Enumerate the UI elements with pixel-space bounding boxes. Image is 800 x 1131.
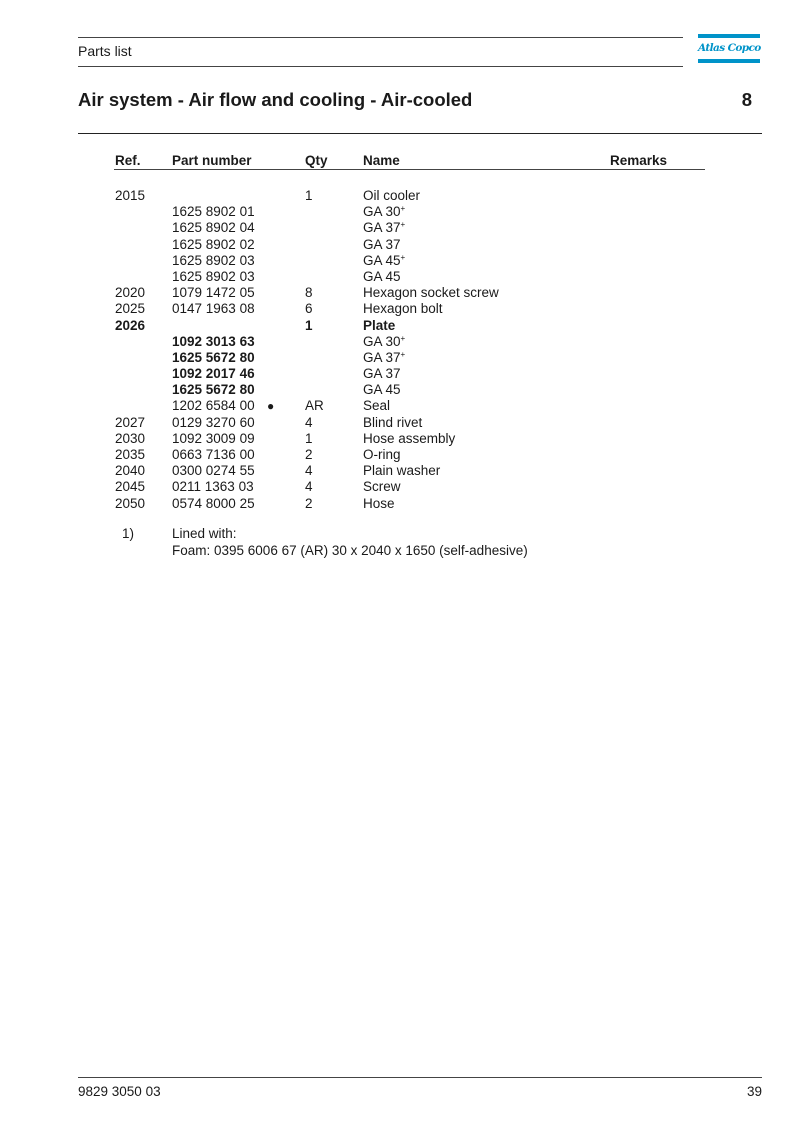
logo-text: Atlas Copco bbox=[698, 42, 761, 54]
cell-qty: AR bbox=[305, 398, 324, 414]
cell-part-number: 1625 5672 80 bbox=[172, 382, 255, 398]
footnote-line-1: Lined with: bbox=[172, 526, 237, 541]
cell-name: GA 37 bbox=[363, 236, 401, 252]
cell-qty: 4 bbox=[305, 463, 313, 479]
cell-qty: 1 bbox=[305, 317, 313, 333]
footnote-line-2: Foam: 0395 6006 67 (AR) 30 x 2040 x 1650 (self-adhesive) bbox=[172, 542, 528, 558]
table-row bbox=[0, 334, 800, 350]
document-number: 9829 3050 03 bbox=[78, 1084, 161, 1099]
column-header-qty: Qty bbox=[305, 153, 328, 168]
cell-part-number: 1092 3013 63 bbox=[172, 333, 255, 349]
cell-name: Seal bbox=[363, 398, 391, 414]
page-number: 39 bbox=[746, 1084, 762, 1099]
cell-ref: 2045 bbox=[115, 479, 146, 495]
cell-part-number: 1625 8902 02 bbox=[172, 236, 255, 252]
cell-name: O-ring bbox=[363, 447, 401, 462]
table-row bbox=[0, 496, 800, 512]
column-header-ref: Ref. bbox=[115, 153, 141, 168]
cell-qty: 4 bbox=[305, 414, 313, 430]
table-row bbox=[0, 318, 800, 334]
cell-ref: 2035 bbox=[115, 447, 146, 462]
table-row bbox=[0, 188, 800, 204]
column-header-rule bbox=[114, 169, 705, 170]
column-header-name: Name bbox=[363, 153, 400, 168]
cell-qty: 4 bbox=[305, 479, 313, 495]
cell-name: GA 45 bbox=[363, 268, 401, 284]
cell-name: Hexagon socket screw bbox=[363, 285, 499, 301]
cell-name-superscript: + bbox=[400, 252, 406, 262]
cell-name: GA 37 bbox=[363, 366, 401, 382]
cell-part-number: 1202 6584 00 bbox=[172, 398, 255, 414]
table-row bbox=[0, 301, 800, 317]
parts-table bbox=[0, 188, 800, 512]
cell-name: GA 30+ bbox=[363, 333, 406, 349]
cell-qty: 1 bbox=[305, 430, 313, 446]
cell-name: GA 30+ bbox=[363, 204, 406, 220]
column-header-remarks: Remarks bbox=[610, 153, 668, 168]
cell-name: Plate bbox=[363, 317, 396, 333]
cell-ref: 2027 bbox=[115, 414, 146, 430]
table-row bbox=[0, 479, 800, 495]
cell-marker: ● bbox=[267, 399, 275, 414]
column-header-part-number: Part number bbox=[172, 153, 252, 168]
chapter-number: 8 bbox=[741, 89, 752, 110]
table-row bbox=[0, 382, 800, 398]
cell-ref: 2025 bbox=[115, 301, 146, 317]
cell-name: Plain washer bbox=[363, 463, 441, 479]
cell-part-number: 1092 2017 46 bbox=[172, 366, 255, 382]
cell-qty: 6 bbox=[305, 301, 313, 317]
cell-ref: 2015 bbox=[115, 188, 146, 203]
cell-part-number: 1092 3009 09 bbox=[172, 430, 255, 446]
cell-part-number: 0211 1363 03 bbox=[172, 479, 254, 495]
cell-name: Screw bbox=[363, 479, 401, 495]
cell-part-number: 0574 8000 25 bbox=[172, 495, 255, 511]
cell-part-number: 0147 1963 08 bbox=[172, 301, 255, 317]
table-row bbox=[0, 237, 800, 253]
cell-name: Blind rivet bbox=[363, 414, 423, 430]
cell-name-superscript: + bbox=[400, 333, 406, 343]
table-row bbox=[0, 220, 800, 236]
table-row bbox=[0, 204, 800, 220]
cell-name-superscript: + bbox=[400, 204, 406, 214]
cell-name: Hose bbox=[363, 495, 395, 511]
cell-part-number: 0663 7136 00 bbox=[172, 447, 255, 462]
cell-qty: 8 bbox=[305, 285, 313, 301]
cell-part-number: 1079 1472 05 bbox=[172, 285, 255, 301]
cell-part-number: 1625 5672 80 bbox=[172, 349, 255, 365]
cell-ref: 2020 bbox=[115, 285, 146, 301]
cell-ref: 2026 bbox=[115, 317, 146, 333]
page-title: Air system - Air flow and cooling - Air-cooled bbox=[78, 89, 473, 110]
cell-name: GA 45 bbox=[363, 382, 401, 398]
table-row bbox=[0, 415, 800, 431]
table-row bbox=[0, 253, 800, 269]
table-row bbox=[0, 366, 800, 382]
cell-qty: 1 bbox=[305, 188, 313, 203]
cell-ref: 2040 bbox=[115, 463, 146, 479]
table-row bbox=[0, 269, 800, 285]
atlas-copco-logo bbox=[698, 34, 760, 66]
header-top-rule bbox=[78, 37, 683, 38]
table-row bbox=[0, 447, 800, 463]
table-row bbox=[0, 398, 800, 414]
cell-name: GA 37+ bbox=[363, 220, 406, 236]
cell-name: GA 37+ bbox=[363, 349, 406, 365]
cell-ref: 2030 bbox=[115, 430, 146, 446]
cell-name: Hexagon bolt bbox=[363, 301, 443, 317]
table-row bbox=[0, 285, 800, 301]
cell-part-number: 0129 3270 60 bbox=[172, 414, 255, 430]
cell-part-number: 1625 8902 03 bbox=[172, 252, 255, 268]
cell-qty: 2 bbox=[305, 495, 313, 511]
cell-part-number: 1625 8902 01 bbox=[172, 204, 255, 220]
cell-part-number: 1625 8902 04 bbox=[172, 220, 255, 236]
cell-part-number: 1625 8902 03 bbox=[172, 268, 255, 284]
footer-rule bbox=[78, 1077, 762, 1078]
cell-name-superscript: + bbox=[400, 349, 406, 359]
section-label: Parts list bbox=[78, 43, 132, 59]
cell-name-superscript: + bbox=[400, 220, 406, 230]
cell-part-number: 0300 0274 55 bbox=[172, 463, 255, 479]
table-row bbox=[0, 431, 800, 447]
cell-name: Oil cooler bbox=[363, 188, 421, 203]
table-row bbox=[0, 350, 800, 366]
header-bottom-rule bbox=[78, 66, 683, 67]
table-row bbox=[0, 463, 800, 479]
cell-qty: 2 bbox=[305, 447, 313, 462]
cell-name: GA 45+ bbox=[363, 252, 406, 268]
footnote-number: 1) bbox=[122, 526, 135, 541]
cell-name: Hose assembly bbox=[363, 430, 456, 446]
title-rule bbox=[78, 133, 762, 134]
cell-ref: 2050 bbox=[115, 495, 146, 511]
